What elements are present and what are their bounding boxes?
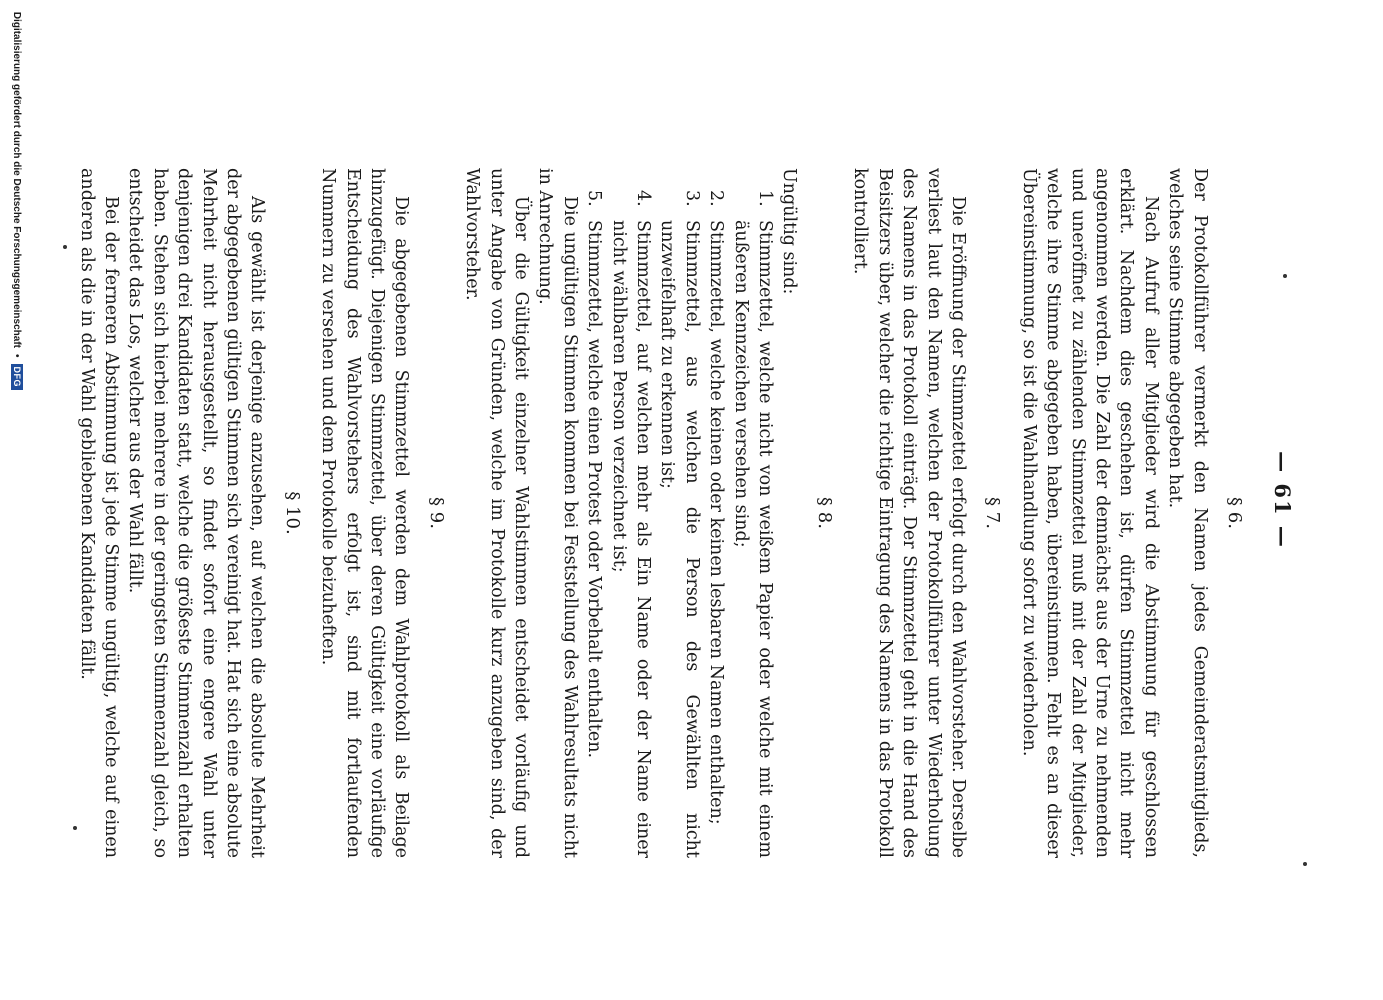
paragraph: Über die Gültigkeit einzelner Wahlstimmen entscheidet vorläufig und unter Angabe von Gründen, welche im Protokolle kurz anzugeben sind, der Wahlvorsteher.: [462, 168, 532, 858]
list-item: [728, 168, 777, 858]
paragraph: Bei der ferneren Abstimmung ist jede Stimme ungültig, welche auf einen anderen als die in der Wahl gebliebenen Kandidaten fällt.: [76, 168, 121, 858]
paragraph: Die Eröffnung der Stimmzettel erfolgt durch den Wahlvorsteher. Derselbe verliest laut den Namen, welchen der Protokollführer unter Wiederholung des Namens in das Protokoll einträgt. Der Stimmzettel geht in die Hand des Beisitzers über, welcher die richtige Eintragung des Namens in das Protokoll kontrolliert.: [850, 168, 968, 858]
scan-speck: [73, 826, 77, 830]
section-heading-7: § 7.: [982, 497, 1004, 529]
list-item-number: 3.: [681, 190, 702, 207]
dfg-logo: DFG: [11, 364, 23, 391]
list-item: [704, 168, 728, 858]
list-item: [582, 168, 606, 858]
credit-separator: •: [11, 353, 23, 358]
scan-speck: [63, 245, 67, 249]
paragraph: Der Protokollführer vermerkt den Namen jedes Gemeinderatsmitglieds, welches seine Stimme abgegeben hat.: [1165, 168, 1210, 858]
section-heading-6: § 6.: [1224, 497, 1245, 529]
list-item-number: 1.: [755, 190, 776, 207]
list-item-number: 4.: [633, 190, 654, 207]
list-intro: Ungültig sind:: [779, 168, 800, 295]
list-item-text: Stimmzettel, aus welchen die Person des Gewählten nicht unzweifelhaft zu erkennen ist;: [657, 220, 702, 858]
list-item-number: 5.: [584, 190, 605, 207]
list-item-text: Stimmzettel, welche einen Protest oder Vorbehalt enthalten.: [584, 220, 605, 759]
list-item-text: Stimmzettel, welche keinen oder keinen lesbaren Namen enthalten;: [706, 220, 727, 825]
paragraph: Die abgegebenen Stimmzettel werden dem Wahlprotokoll als Beilage hinzugefügt. Diejenigen Stimmzettel, über deren Gültigkeit eine vorläufige Entscheidung des Wahlvorstehers erfolgt ist, sind mit fortlaufenden Nummern zu versehen und dem Protokolle beizuheften.: [318, 168, 412, 858]
list-item: [606, 168, 655, 858]
page-content: [74, 168, 1258, 858]
section-heading-8: § 8.: [813, 497, 835, 529]
section-heading-10: § 10.: [281, 491, 303, 535]
paragraph: Als gewählt ist derjenige anzusehen, auf welchen die absolute Mehrheit der abgegebenen gültigen Stimmen sich vereinigt hat. Hat sich eine absolute Mehrheit nicht herausgestellt, so findet sofort eine engere Wahl unter denjenigen drei Kandidaten statt, welche die größeste Stimmenzahl erhalten haben. Stehen sich hierbei mehrere in der geringsten Stimmenzahl gleich, so entscheidet das Los, welcher aus der Wahl fällt.: [125, 168, 268, 858]
page-header: — 61 —: [1270, 451, 1295, 549]
credit-text: Digitalisierung gefördert durch die Deutsche Forschungsgemeinschaft: [11, 11, 23, 348]
paragraph: Die ungültigen Stimmen kommen bei Feststellung des Wahlresultats nicht in Anrechnung.: [535, 168, 580, 858]
section-heading-9: § 9.: [425, 497, 447, 529]
scan-speck: [1283, 274, 1287, 278]
invalid-ballot-list: [582, 168, 777, 858]
list-item: [655, 168, 704, 858]
digitization-credit: [5, 0, 29, 1000]
list-item-number: 2.: [706, 190, 727, 207]
scan-speck: [1303, 862, 1307, 866]
paragraph: Nach Aufruf aller Mitglieder wird die Abstimmung für geschlossen erklärt. Nachdem dies geschehen ist, dürfen Stimmzettel nicht mehr angenommen werden. Die Zahl der demnächst aus der Urne zu nehmenden und uneröffnet zu zählenden Stimmzettel muß mit der Zahl der Mitglieder, welche ihre Stimme abgegeben haben, übereinstimmen. Fehlt es an dieser Übereinstimmung, so ist die Wahlhandlung sofort zu wiederholen.: [1018, 168, 1161, 858]
list-item-text: Stimmzettel, welche nicht von weißem Papier oder welche mit einem äußeren Kennzeichen versehen sind;: [730, 220, 776, 858]
list-item-text: Stimmzettel, auf welchen mehr als Ein Name oder der Name einer nicht wählbaren Person verzeichnet ist;: [608, 220, 654, 858]
